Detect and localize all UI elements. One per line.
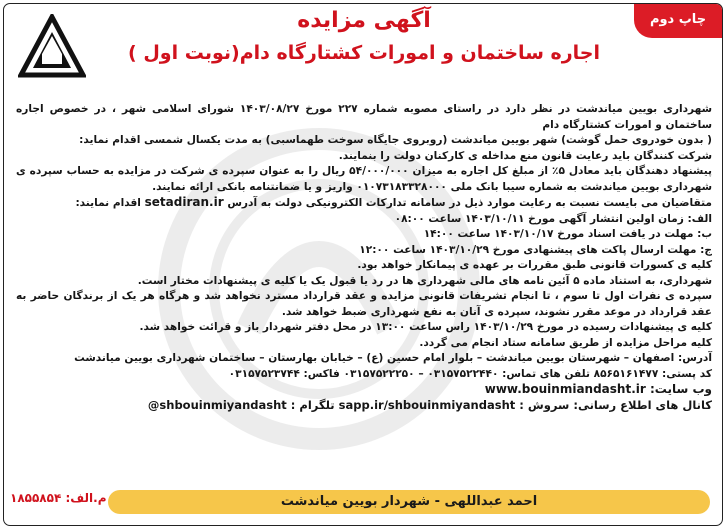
applicants-suffix: اقدام نمایند: xyxy=(75,197,141,209)
rejection-rights: شهرداری، به استناد ماده ۵ آئین نامه های مالی شهرداری ها در رد یا قبول یک یا کلیه ی پیشنهادات مختار است. xyxy=(137,274,712,287)
ad-body xyxy=(16,102,712,413)
system-note: کلیه مراحل مزایده از طریق سامانه ستاد انجام می گردد. xyxy=(419,336,712,349)
legal-deductions: کلیه ی کسورات قانونی طبق مقررات بر عهده ی پیمانکار خواهد بود. xyxy=(357,259,712,271)
website-line xyxy=(16,382,712,398)
soroush-link[interactable]: sapp.ir/shbouinmiyandasht xyxy=(338,397,516,412)
signature-bar: احمد عبداللهی - شهردار بویین میاندشت xyxy=(108,490,710,514)
item-a: الف: زمان اولین انتشار آگهی مورخ ۱۴۰۳/۱۰/۱۱ ساعت ۰۸:۰۰ xyxy=(394,212,712,225)
item-c: ج: مهلت ارسال پاکت های پیشنهادی مورخ ۱۴۰۳/۱۰/۲۹ ساعت ۱۲:۰۰ xyxy=(359,243,712,256)
setadiran-link[interactable]: setadiran.ir xyxy=(144,195,224,209)
postal-contacts: کد پستی: ۸۵۶۵۱۶۱۴۷۷ تلفن های تماس: ۰۳۱۵۷۵۲۲۴۴۰ – ۰۳۱۵۷۵۲۲۲۵۰ فاکس: ۰۳۱۵۷۵۲۳۷۴۴ xyxy=(228,367,712,380)
channels-line xyxy=(16,398,712,414)
second-print-badge: چاپ دوم xyxy=(634,4,722,38)
website-label: وب سایت: xyxy=(649,382,712,396)
ad-title: آگهی مزایده xyxy=(297,8,431,33)
telegram-link[interactable]: @shbouinmiyandasht xyxy=(147,397,287,412)
first-three-text: سپرده ی نفرات اول تا سوم ، تا انجام تشریفات قانونی مزایده و عقد قرارداد مسترد نخواهد شد و هرگاه هر یک از برندگان حاضر به عقد قرارداد در موعد مقرر نشوند، سپرده ی آنان به نفع شهرداری ضبط خواهد شد. xyxy=(16,290,712,318)
deposit-text: پیشنهاد دهندگان باید معادل ۵٪ از مبلغ کل اجاره به میزان ۵۴/۰۰۰/۰۰۰ ریال را به عنوان سپرده ی شرکت در مزایده به حساب سپرده ی شهرداری بویین میاندشت به شماره سیبا بانک ملی ۰۱۰۷۳۱۸۳۳۲۸۰۰۰ واریز و یا ضمانتنامه بانکی ارائه نمایند. xyxy=(16,165,712,193)
opening-text: کلیه ی پیشنهادات رسیده در مورخ ۱۴۰۳/۱۰/۲۹ راس ساعت ۱۳:۰۰ در محل دفتر شهردار باز و قرائت خواهد شد. xyxy=(139,321,712,333)
ad-subtitle: اجاره ساختمان و امورات کشتارگاه دام(نوبت اول ) xyxy=(128,42,600,64)
address-text: آدرس: اصفهان – شهرستان بویین میاندشت – بلوار امام حسین (ع) – خیابان بهارستان – ساختمان شهرداری بویین میاندشت xyxy=(74,352,712,364)
scope-note: ( بدون خودروی حمل گوشت) شهر بویین میاندشت (روبروی جایگاه سوخت طهماسبی) به مدت یکسال شمسی اقدام نماید: xyxy=(79,134,712,146)
telegram-label: تلگرام : xyxy=(290,397,335,412)
intro-text: شهرداری بویین میاندشت در نظر دارد در راستای مصوبه شماره ۲۲۷ مورخ ۱۴۰۳/۰۸/۲۷ شورای اسلامی شهر ، در خصوص اجاره ساختمان و امورات کشتارگاه دام xyxy=(16,103,713,131)
conditions-text: شرکت کنندگان باید رعایت قانون منع مداخله ی کارکنان دولت را بنمایند. xyxy=(338,149,712,162)
reference-number: م.الف: ۱۸۵۵۸۵۴ xyxy=(10,491,107,505)
website-link[interactable]: www.bouinmiandasht.ir xyxy=(484,382,646,396)
applicants-line xyxy=(16,195,712,212)
advertisement-frame xyxy=(3,3,723,526)
item-b: ب: مهلت در یافت اسناد مورخ ۱۴۰۳/۱۰/۱۷ ساعت ۱۴:۰۰ xyxy=(423,228,712,240)
channels-label: کانال های اطلاع رسانی: سروش : xyxy=(519,397,712,412)
applicants-prefix: متقاضیان می بایست نسبت به رعایت موارد ذیل در سامانه تدارکات الکترونیکی دولت به آدرس xyxy=(227,197,712,209)
